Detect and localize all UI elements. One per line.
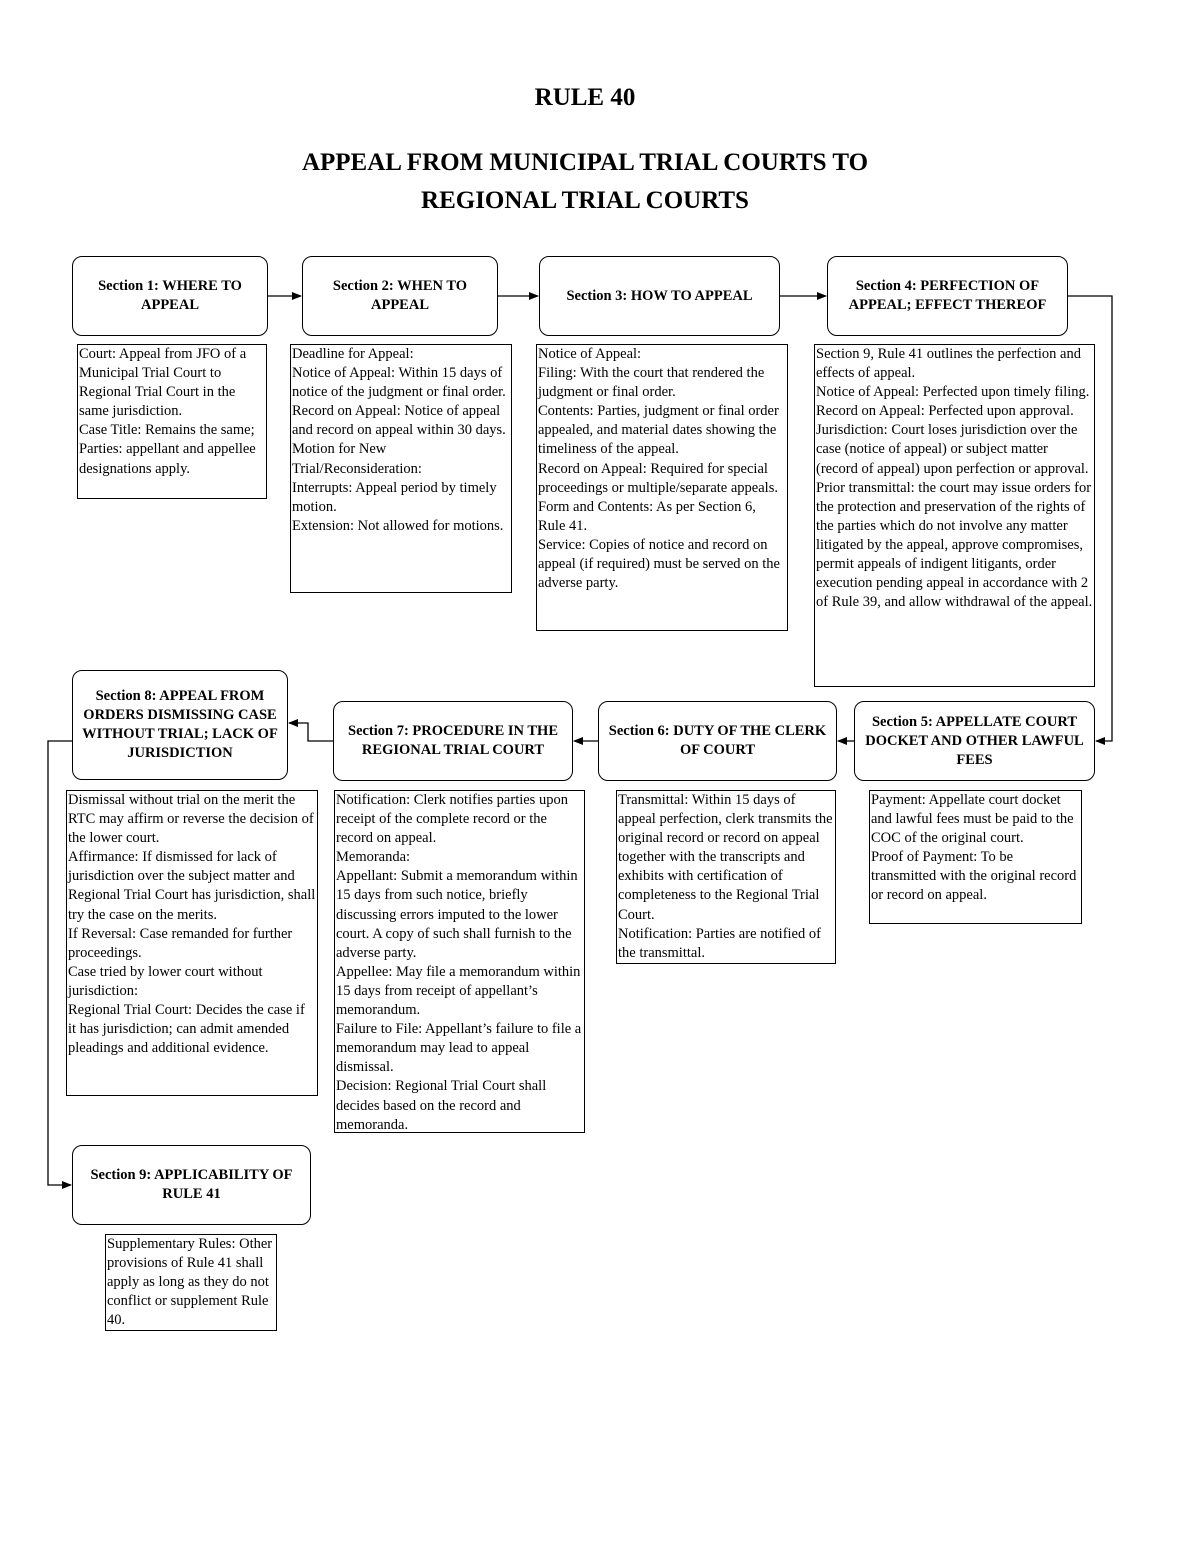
section-4-line: Prior transmittal: the court may issue orders for the protection and preservation of the rights of the parties which do not involve any matter litigated by the appeal, approve compromises, permit appeals of indigent litigants, order execution pending appeal in accordance with 2 of Rule 39, and allow withdrawal of the appeal.: [816, 479, 1093, 611]
section-7-line: Appellee: May file a memorandum within 15 days from receipt of appellant’s memorandum.: [336, 963, 581, 1019]
section-7-line: Memoranda:: [336, 849, 411, 866]
subtitle-line-2: REGIONAL TRIAL COURTS: [421, 187, 749, 214]
section-8-line: If Reversal: Case remanded for further proceedings.: [68, 925, 293, 961]
section-2-line: Interrupts: Appeal period by timely motion.: [292, 479, 497, 515]
section-1-line: Case Title: Remains the same;: [79, 422, 255, 439]
section-1-header: Section 1: WHERE TO APPEAL: [72, 256, 268, 336]
section-6-header: Section 6: DUTY OF THE CLERK OF COURT: [598, 701, 837, 781]
section-2-description: [290, 344, 512, 593]
section-4-line: Record on Appeal: Perfected upon approval.: [816, 403, 1074, 420]
section-8-line: Regional Trial Court: Decides the case if it has jurisdiction; can admit amended pleadings and additional evidence.: [68, 1002, 305, 1057]
section-5-header: Section 5: APPELLATE COURT DOCKET AND OTHER LAWFUL FEES: [854, 701, 1095, 781]
section-8-line: Affirmance: If dismissed for lack of jurisdiction over the subject matter and Regional Trial Court has jurisdiction, shall try the case on the merits.: [68, 849, 316, 923]
section-7-line: Failure to File: Appellant’s failure to file a memorandum may lead to appeal dismissal.: [336, 1021, 582, 1076]
section-4-line: Notice of Appeal: Perfected upon timely filing.: [816, 384, 1090, 401]
section-5-description: [869, 790, 1082, 924]
section-4-header: Section 4: PERFECTION OF APPEAL; EFFECT THEREOF: [827, 256, 1068, 336]
page-title: RULE 40: [534, 84, 636, 111]
section-7-line: Appellant: Submit a memorandum within 15 days from such notice, briefly discussing errors imputed to the lower court. A copy of such shall furnish to the adverse party.: [336, 868, 578, 961]
arrow-s7-to-s8: [289, 723, 333, 741]
section-9-description: [105, 1234, 277, 1331]
section-8-header: Section 8: APPEAL FROM ORDERS DISMISSING CASE WITHOUT TRIAL; LACK OF JURISDICTION: [72, 670, 288, 780]
section-3-header: Section 3: HOW TO APPEAL: [539, 256, 780, 336]
section-7-description: [334, 790, 585, 1133]
section-5-line: Payment: Appellate court docket and lawful fees must be paid to the COC of the original court.: [871, 792, 1074, 847]
section-9-line: Supplementary Rules: Other provisions of Rule 41 shall apply as long as they do not conflict or supplement Rule 40.: [107, 1236, 273, 1329]
section-3-line: Filing: With the court that rendered the judgment or final order.: [538, 365, 765, 401]
section-3-line: Record on Appeal: Required for special proceedings or multiple/separate appeals.: [538, 460, 778, 496]
section-3-description: [536, 344, 788, 631]
section-2-line: Record on Appeal: Notice of appeal and record on appeal within 30 days.: [292, 403, 506, 439]
section-1-description: [77, 344, 267, 499]
section-1-line: Parties: appellant and appellee designations apply.: [79, 441, 256, 477]
section-3-line: Notice of Appeal:: [538, 346, 642, 362]
section-2-line: Motion for New Trial/Reconsideration:: [292, 441, 422, 477]
section-4-line: Section 9, Rule 41 outlines the perfection and effects of appeal.: [816, 346, 1081, 382]
section-6-description: [616, 790, 836, 964]
section-7-line: Decision: Regional Trial Court shall decides based on the record and memoranda.: [336, 1078, 547, 1133]
section-5-line: Proof of Payment: To be transmitted with the original record or record on appeal.: [871, 849, 1077, 904]
section-8-line: Dismissal without trial on the merit the RTC may affirm or reverse the decision of the lower court.: [68, 792, 314, 847]
section-4-description: [814, 344, 1095, 687]
section-6-line: Transmittal: Within 15 days of appeal perfection, clerk transmits the original record or record on appeal together with the transcripts and exhibits with certification of completeness to the Regional Trial Court.: [618, 792, 833, 923]
section-3-line: Contents: Parties, judgment or final order appealed, and material dates showing the timeliness of the appeal.: [538, 403, 779, 458]
subtitle-line-1: APPEAL FROM MUNICIPAL TRIAL COURTS TO: [301, 149, 869, 176]
section-7-header: Section 7: PROCEDURE IN THE REGIONAL TRIAL COURT: [333, 701, 573, 781]
section-1-line: Court: Appeal from JFO of a Municipal Trial Court to Regional Trial Court in the same jurisdiction.: [79, 346, 247, 420]
section-6-line: Notification: Parties are notified of the transmittal.: [618, 925, 821, 961]
section-8-line: Case tried by lower court without jurisdiction:: [68, 963, 263, 999]
section-9-header: Section 9: APPLICABILITY OF RULE 41: [72, 1145, 311, 1225]
section-2-line: Deadline for Appeal:: [292, 346, 414, 362]
section-7-line: Notification: Clerk notifies parties upon receipt of the complete record or the record on appeal.: [336, 792, 568, 847]
section-3-line: Service: Copies of notice and record on appeal (if required) must be served on the adverse party.: [538, 536, 780, 592]
section-3-line: Form and Contents: As per Section 6, Rule 41.: [538, 498, 756, 534]
section-2-line: Notice of Appeal: Within 15 days of notice of the judgment or final order.: [292, 365, 506, 401]
section-2-line: Extension: Not allowed for motions.: [292, 517, 504, 534]
section-4-line: Jurisdiction: Court loses jurisdiction over the case (notice of appeal) or subject matter (record of appeal) upon perfection or approval.: [816, 422, 1089, 477]
section-2-header: Section 2: WHEN TO APPEAL: [302, 256, 498, 336]
section-8-description: [66, 790, 318, 1096]
